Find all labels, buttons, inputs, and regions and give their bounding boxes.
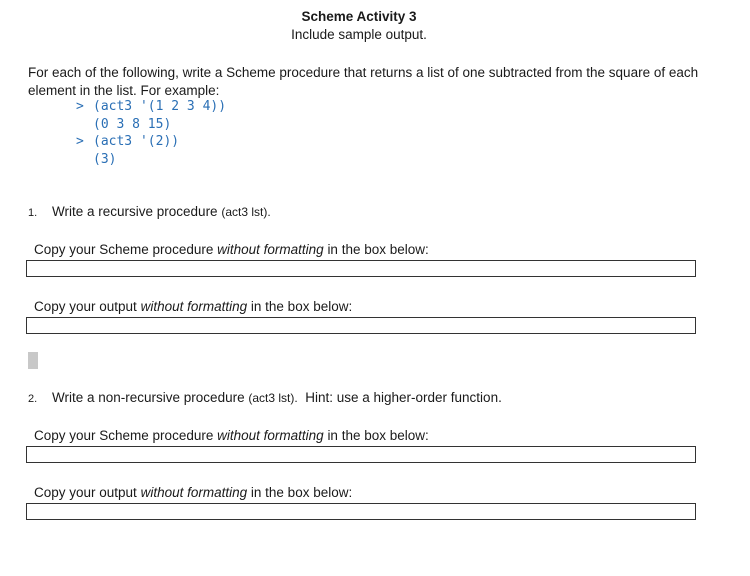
code-line-2: (0 3 8 15)	[93, 116, 172, 132]
q1-procedure-answer-box[interactable]	[26, 260, 696, 277]
code-line-3: > (act3 '(2))	[76, 134, 180, 149]
q2-output-label: Copy your output without formatting in the box below:	[34, 485, 353, 500]
code-line-4: (3)	[93, 151, 117, 167]
q2-output-answer-box[interactable]	[26, 503, 696, 520]
q1-output-label: Copy your output without formatting in the box below:	[34, 299, 353, 314]
q2-procedure-label: Copy your Scheme procedure without formatting in the box below:	[34, 428, 429, 443]
document-subtitle: Include sample output.	[291, 27, 427, 42]
q2-procedure-answer-box[interactable]	[26, 446, 696, 463]
code-line-1: > (act3 '(1 2 3 4))	[76, 99, 227, 114]
q1-procedure-label: Copy your Scheme procedure without formatting in the box below:	[34, 242, 429, 257]
document-title: Scheme Activity 3	[301, 9, 417, 24]
intro-paragraph: For each of the following, write a Scheme procedure that returns a list of one subtracted from the square of each element in the list. For example:	[28, 65, 699, 98]
cursor-marker	[28, 352, 38, 369]
question-1: 1. Write a recursive procedure (act3 lst).	[28, 204, 271, 219]
question-2: 2. Write a non-recursive procedure (act3 lst). Hint: use a higher-order function.	[28, 390, 502, 405]
q1-output-answer-box[interactable]	[26, 317, 696, 334]
